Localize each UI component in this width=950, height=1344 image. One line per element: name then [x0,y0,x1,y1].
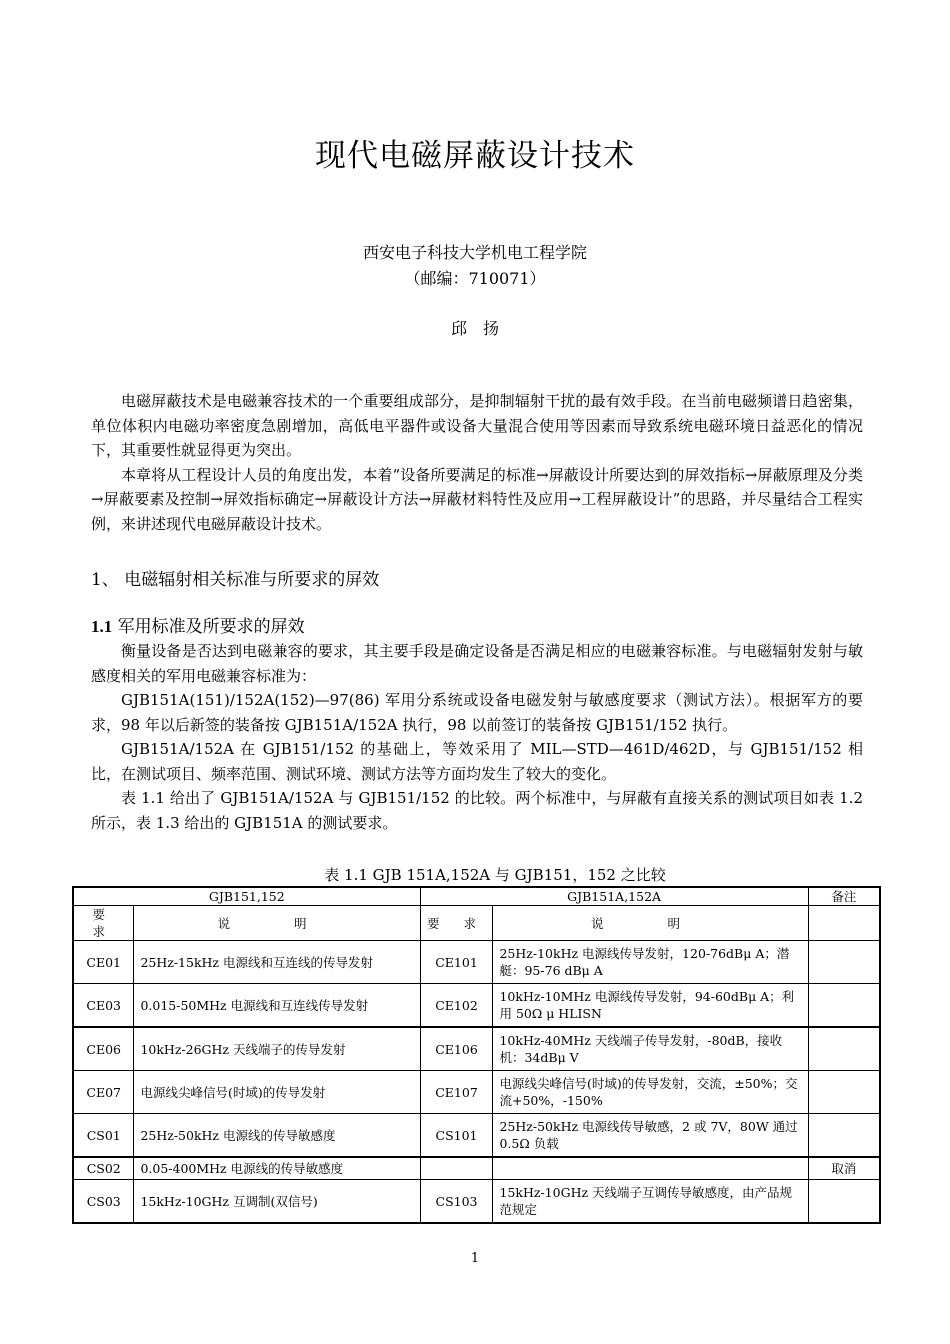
old-code-cell: CS02 [73,1157,134,1180]
table-row [73,1180,880,1224]
document-title: 现代电磁屏蔽设计技术 [315,138,635,174]
old-desc-cell: 电源线尖峰信号(时域)的传导发射 [134,1071,420,1114]
header-gjb151a: GJB151A,152A [420,887,808,906]
intro-paragraph: 电磁屏蔽技术是电磁兼容技术的一个重要组成部分，是抑制辐射干扰的最有效手段。在当前电磁频谱日趋密集，单位体积内电磁功率密度急剧增加，高低电平器件或设备大量混合使用等因素而导致系统电磁环境日益恶化的情况下，其重要性就显得更为突出。 [91,392,863,459]
old-code-cell: CS01 [73,1114,134,1158]
table-row [73,1114,880,1158]
table-row [73,941,880,984]
author-name: 邱 扬 [450,319,499,338]
subheader-description: 说 明 [134,906,420,941]
note-cell [808,1180,880,1224]
header-gjb151: GJB151,152 [73,887,420,906]
table-row [73,1071,880,1114]
old-desc-cell: 10kHz-26GHz 天线端子的传导发射 [134,1027,420,1071]
old-desc-cell: 15kHz-10GHz 互调制(双信号) [134,1180,420,1224]
body-paragraph: GJB151A/152A 在 GJB151/152 的基础上，等效采用了 MIL—STD—461D/462D，与 GJB151/152 相比，在测试项目、频率范围、测试环境、测试方法等方面均发生了较大的变化。 [91,740,863,783]
intro-section [91,389,863,536]
note-cell [808,1027,880,1071]
old-code-cell: CE06 [73,1027,134,1071]
new-code-cell: CS101 [420,1114,493,1158]
old-desc-cell: 25Hz-15kHz 电源线和互连线的传导发射 [134,941,420,984]
old-desc-cell: 0.015-50MHz 电源线和互连线传导发射 [134,984,420,1028]
new-code-cell: CE106 [420,1027,493,1071]
note-cell: 取消 [808,1157,880,1180]
intro-paragraph: 本章将从工程设计人员的角度出发，本着“设备所要满足的标准→屏蔽设计所要达到的屏效指标→屏蔽原理及分类→屏蔽要素及控制→屏效指标确定→屏蔽设计方法→屏蔽材料特性及应用→工程屏蔽设计”的思路，并尽量结合工程实例，来讲述现代电磁屏蔽设计技术。 [91,465,863,533]
new-desc-cell: 10kHz-10MHz 电源线传导发射，94-60dBμ A；利用 50Ω μ HLISN [493,984,808,1028]
section-1-1-title: 军用标准及所要求的屏效 [112,617,305,637]
new-code-cell: CS103 [420,1180,493,1224]
note-cell [808,984,880,1028]
header-note: 备注 [808,887,880,906]
subheader-requirement: 要 求 [420,906,493,941]
subheader-description: 说 明 [493,906,808,941]
new-desc-cell: 25Hz-10kHz 电源线传导发射，120-76dBμ A；潜艇：95-76 dBμ A [493,941,808,984]
old-code-cell: CE01 [73,941,134,984]
comparison-table [72,886,881,1224]
new-desc-cell: 10kHz-40MHz 天线端子传导发射，-80dB，接收机：34dBμ V [493,1027,808,1071]
new-desc-cell: 15kHz-10GHz 天线端子互调传导敏感度，由产品规范规定 [493,1180,808,1224]
new-desc-cell [493,1157,808,1180]
old-desc-cell: 25Hz-50kHz 电源线的传导敏感度 [134,1114,420,1158]
affiliation: 西安电子科技大学机电工程学院 [362,243,587,262]
old-code-cell: CS03 [73,1180,134,1224]
old-code-cell: CE07 [73,1071,134,1114]
old-desc-cell: 0.05-400MHz 电源线的传导敏感度 [134,1157,420,1180]
note-cell [808,1114,880,1158]
new-code-cell: CE101 [420,941,493,984]
table-row [73,984,880,1028]
section-1-1-heading [91,612,305,637]
body-paragraph: GJB151A(151)/152A(152)—97(86) 军用分系统或设备电磁发射与敏感度要求（测试方法）。根据军方的要求，98 年以后新签的装备按 GJB151A/152A 执行，98 以前签订的装备按 GJB151/152 执行。 [91,691,863,734]
body-paragraph: 表 1.1 给出了 GJB151A/152A 与 GJB151/152 的比较。两个标准中，与屏蔽有直接关系的测试项目如表 1.2 所示，表 1.3 给出的 GJB151A 的测试要求。 [91,789,863,832]
section-1-1-number: 1.1 [91,617,113,636]
table-caption: 表 1.1 GJB 151A,152A 与 GJB151，152 之比较 [324,866,666,884]
new-code-cell [420,1157,493,1180]
old-code-cell: CE03 [73,984,134,1028]
postal-code: （邮编：710071） [404,269,546,288]
note-cell [808,941,880,984]
note-cell [808,1071,880,1114]
section-1-1-body [91,639,863,835]
new-desc-cell: 电源线尖峰信号(时域)的传导发射，交流，±50%；交流+50%，-150% [493,1071,808,1114]
subheader-empty [808,906,880,941]
table-row [73,1027,880,1071]
table-row [73,1157,880,1180]
section-1-heading: 1、 电磁辐射相关标准与所要求的屏效 [91,570,380,590]
new-desc-cell: 25Hz-50kHz 电源线传导敏感，2 或 7V，80W 通过 0.5Ω 负载 [493,1114,808,1158]
subheader-requirement: 要 求 [73,906,134,941]
new-code-cell: CE107 [420,1071,493,1114]
new-code-cell: CE102 [420,984,493,1028]
body-paragraph: 衡量设备是否达到电磁兼容的要求，其主要手段是确定设备是否满足相应的电磁兼容标准。与电磁辐射发射与敏感度相关的军用电磁兼容标准为： [91,642,863,685]
page-number: 1 [470,1251,480,1266]
